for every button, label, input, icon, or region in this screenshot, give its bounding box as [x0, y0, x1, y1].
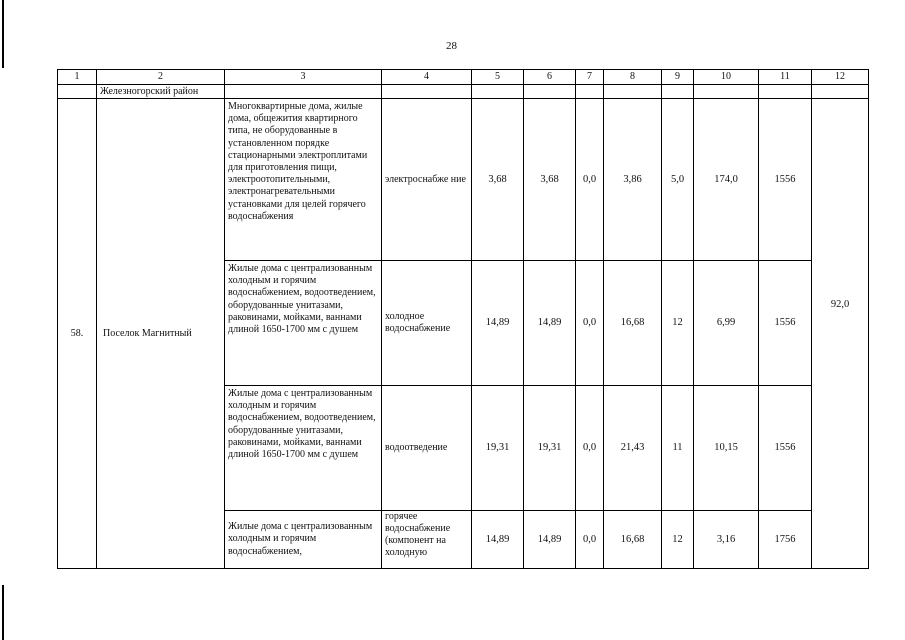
header-row	[58, 70, 869, 85]
value-cell: 174,0	[694, 99, 759, 261]
header-cell: 5	[472, 70, 524, 85]
header-cell: 4	[382, 70, 472, 85]
value-cell: 1556	[759, 261, 812, 386]
category-description: Многоквартирные дома, жилые дома, общежития квартирного типа, не оборудованные в установленном порядке стационарными электроплитами для приготовления пищи, электроотопительными, электронагревательными установками для целей горячего водоснабжения	[225, 99, 382, 261]
value-cell: 16,68	[604, 511, 662, 569]
value-cell: 19,31	[472, 386, 524, 511]
header-cell: 11	[759, 70, 812, 85]
value-cell: 19,31	[524, 386, 576, 511]
value-cell: 12	[662, 261, 694, 386]
header-cell: 2	[97, 70, 225, 85]
value-cell: 0,0	[576, 99, 604, 261]
header-cell: 1	[58, 70, 97, 85]
value-cell: 0,0	[576, 511, 604, 569]
value-cell: 21,43	[604, 386, 662, 511]
category-description: Жилые дома с централизованным холодным и горячим водоснабжением, водоотведением, оборудованные унитазами, раковинами, мойками, ваннами длиной 1650-1700 мм с душем	[225, 261, 382, 386]
value-cell: 12	[662, 511, 694, 569]
row-number: 58.	[58, 99, 97, 569]
value-cell: 16,68	[604, 261, 662, 386]
header-cell: 6	[524, 70, 576, 85]
page-margin-line-bottom	[2, 585, 4, 640]
district-row	[58, 85, 869, 99]
header-cell: 10	[694, 70, 759, 85]
value-cell: 14,89	[524, 511, 576, 569]
value-cell: 14,89	[472, 261, 524, 386]
value-cell: 1556	[759, 386, 812, 511]
value-cell: 14,89	[524, 261, 576, 386]
service-name: холодное водоснабжение	[382, 261, 472, 386]
value-cell: 3,68	[524, 99, 576, 261]
value-cell: 11	[662, 386, 694, 511]
value-cell: 3,68	[472, 99, 524, 261]
value-cell: 3,16	[694, 511, 759, 569]
value-cell: 14,89	[472, 511, 524, 569]
district-name: Железногорский район	[97, 85, 225, 99]
header-cell: 9	[662, 70, 694, 85]
category-description: Жилые дома с централизованным холодным и горячим водоснабжением,	[225, 511, 382, 569]
value-cell: 6,99	[694, 261, 759, 386]
service-name: горячее водоснабжение (компонент на холодную	[382, 511, 472, 569]
value-cell: 0,0	[576, 261, 604, 386]
header-cell: 8	[604, 70, 662, 85]
value-cell: 10,15	[694, 386, 759, 511]
settlement-name: Поселок Магнитный	[97, 99, 225, 569]
value-cell: 1556	[759, 99, 812, 261]
value-cell: 3,86	[604, 99, 662, 261]
header-cell: 12	[812, 70, 869, 85]
service-name: электроснабже ние	[382, 99, 472, 261]
tariff-table	[57, 69, 869, 569]
value-cell: 0,0	[576, 386, 604, 511]
value-cell: 5,0	[662, 99, 694, 261]
header-cell: 7	[576, 70, 604, 85]
page-margin-line-top	[2, 0, 4, 68]
col12-value: 92,0	[812, 99, 869, 511]
header-cell: 3	[225, 70, 382, 85]
value-cell: 1756	[759, 511, 812, 569]
table-row	[58, 99, 869, 261]
category-description: Жилые дома с централизованным холодным и горячим водоснабжением, водоотведением, оборудованные унитазами, раковинами, мойками, ваннами длиной 1650-1700 мм с душем	[225, 386, 382, 511]
service-name: водоотведение	[382, 386, 472, 511]
page-number: 28	[446, 40, 457, 52]
